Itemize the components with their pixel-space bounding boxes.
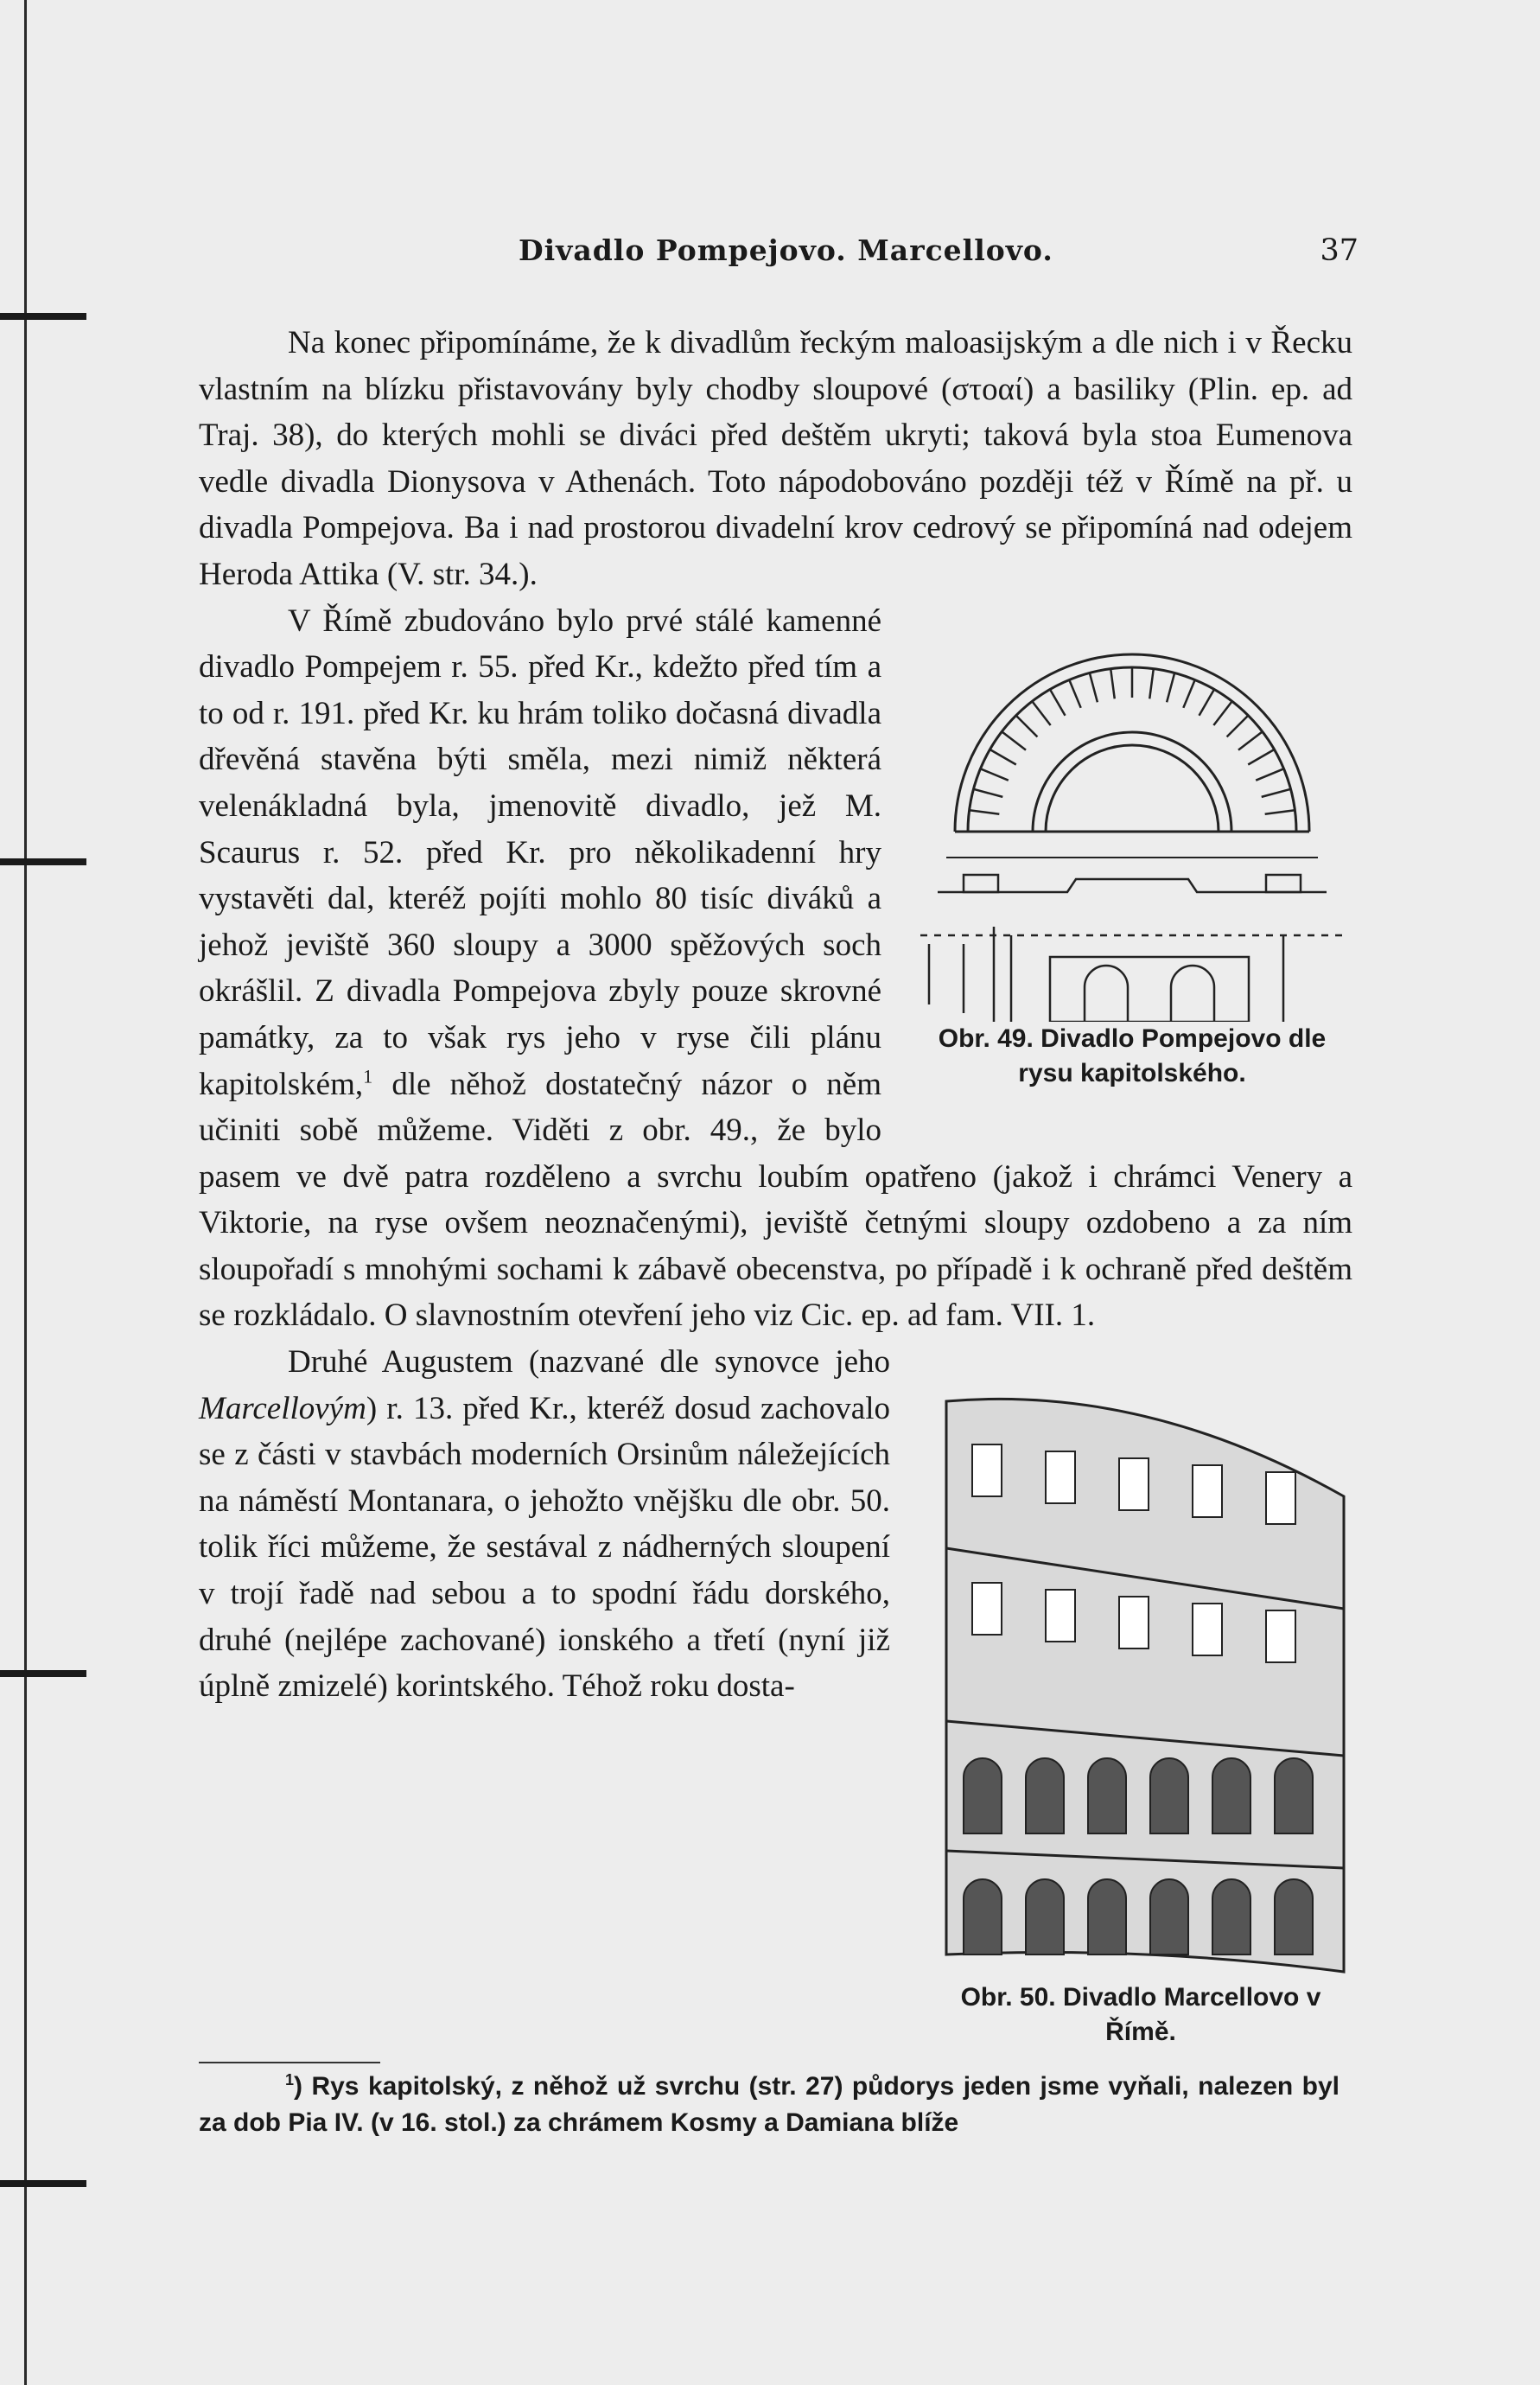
cavea-radial-line (990, 749, 1015, 765)
arch (1088, 1879, 1126, 1955)
arch (1212, 1758, 1250, 1833)
body-text (199, 320, 1352, 2076)
cavea-radial-line (1069, 679, 1080, 707)
cavea-radial-line (1238, 731, 1263, 749)
cavea-radial-line (1256, 768, 1283, 780)
paragraph-pompey-text-continued: dle něhož dostatečný názor o něm učiniti sobě můžeme. Viděti z obr. 49., že bylo pasem ve dvě patra rozděleno a svrchu loubím opatřeno (jakož i chrámci Venery a Viktorie, na ryse ovšem neoznačenými), jeviště četnými sloupy ozdobeno a za ním sloupořadí s mnohými sochami k zábavě obecenstva, po případě i k ochraně před deštěm se rozkládalo. O slavnostním otevření jeho viz Cic. ep. ad fam. VII. 1. (199, 1066, 1352, 1334)
running-header (519, 233, 1359, 277)
footnote-text: ) Rys kapitolský, z něhož už svrchu (str. 27) půdorys jeden jsme vyňali, nalezen byl za dob Pia IV. (v 16. stol.) za chrámem Kosmy a Damiana blíže (199, 2072, 1340, 2137)
cavea-radial-line (1032, 701, 1050, 725)
arch (1275, 1879, 1313, 1955)
figure-49 (912, 607, 1352, 1108)
figure-50 (929, 1349, 1352, 2067)
window (1266, 1472, 1295, 1524)
margin-mark (0, 858, 86, 865)
paragraph-marcellus-text-continued: ) r. 13. před Kr., kteréž dosud zachovalo se z části v stavbách moderních Orsinům náležejících na náměstí Montanara, o jehožto vnějšku dle obr. 50. tolik říci můžeme, že sestával z nádherných sloupení v trojí řadě nad sebou a to spodní řádu dorského, druhé (nejlépe zachované) ionského a třetí (nyní již úplně zmizelé) korintského. Téhož roku dosta- (199, 1390, 890, 1705)
cavea-radial-line (1050, 689, 1066, 715)
window (1193, 1604, 1222, 1655)
cavea-radial-lines (970, 667, 1295, 814)
cavea-radial-line (1227, 715, 1249, 737)
cavea-radial-line (1248, 749, 1274, 765)
cavea-radial-line (1016, 715, 1038, 737)
margin-mark (0, 2180, 86, 2187)
cavea-radial-line (1167, 673, 1174, 702)
cavea-radial-line (1200, 689, 1215, 715)
header-title: Divadlo Pompejovo. Marcellovo. (519, 233, 1053, 267)
cavea-radial-line (1110, 668, 1115, 698)
arch (964, 1758, 1002, 1833)
cavea-radial-line (1213, 701, 1231, 725)
cavea-radial-line (1002, 731, 1026, 749)
figure-50-caption: Obr. 50. Divadlo Marcellovo v Římě. (960, 1983, 1321, 2047)
binding-edge-line (24, 0, 27, 2385)
margin-mark (0, 313, 86, 320)
cavea-radial-line (1265, 810, 1295, 814)
footnote-rule (199, 2062, 380, 2063)
footnote-ref: 1 (363, 1065, 373, 1087)
window (972, 1583, 1002, 1635)
cavea-radial-line (1183, 679, 1194, 707)
arch (1150, 1879, 1188, 1955)
pompey-theatre-plan-drawing (912, 607, 1352, 1022)
footnote (199, 2069, 1340, 2141)
figure-49-caption: Obr. 49. Divadlo Pompejovo dle rysu kapitolského. (938, 1024, 1327, 1087)
margin-mark (0, 1670, 86, 1677)
cavea-radial-line (980, 768, 1008, 780)
page-number: 37 (1320, 233, 1359, 268)
arch (1275, 1758, 1313, 1833)
cavea-radial-line (1149, 668, 1154, 698)
cavea-radial-line (1262, 788, 1291, 796)
paragraph-stoa: Na konec připomínáme, že k divadlům řeckým maloasijským a dle nich i v Řecku vlastním na blízku přistavovány byly chodby sloupové (στοαί) a basiliky (Plin. ep. ad Traj. 38), do kterých mohli se diváci před deštěm ukryti; taková byla stoa Eumenova vedle divadla Dionysova v Athenách. Toto nápodobováno později též v Římě na př. u divadla Pompejova. Ba i nad prostorou divadelní krov cedrový se připomíná nad odejem Heroda Attika (V. str. 34.). (199, 325, 1352, 592)
arch (1026, 1879, 1064, 1955)
arch (1088, 1758, 1126, 1833)
arch (1212, 1879, 1250, 1955)
cavea-radial-line (973, 788, 1002, 796)
arch (1150, 1758, 1188, 1833)
arch (1026, 1758, 1064, 1833)
cavea-radial-line (1090, 673, 1098, 702)
arch (964, 1879, 1002, 1955)
window (972, 1444, 1002, 1496)
paragraph-marcellus-italic: Marcellovým (199, 1390, 366, 1426)
paragraph-marcellus-text: Druhé Augustem (nazvané dle synovce jeho (288, 1344, 890, 1381)
window (1193, 1465, 1222, 1517)
marcellus-theatre-engraving (929, 1349, 1352, 1980)
window (1266, 1610, 1295, 1662)
footnote-marker: 1 (285, 2071, 295, 2088)
window (1046, 1451, 1075, 1503)
window (1119, 1458, 1149, 1510)
window (1119, 1597, 1149, 1648)
cavea-radial-line (970, 810, 1000, 814)
window (1046, 1590, 1075, 1642)
paragraph-pompey-text: V Římě zbudováno bylo prvé stálé kamenné divadlo Pompejem r. 55. před Kr., kdežto před tím a to od r. 191. před Kr. ku hrám toliko dočasná divadla dřevěná stavěna býti směla, mezi nimiž některá velenákladná byla, jmenovitě divadlo, jež M. Scaurus r. 52. před Kr. pro několikadenní hry vystavěti dal, kteréž pojíti mohlo 80 tisíc diváků a jehož jeviště 360 sloupy a 3000 spěžových soch okrášlil. Z divadla Pompejova zbyly pouze skrovné památky, za to však rys jeho v ryse čili plánu kapitolském, (199, 603, 881, 1102)
